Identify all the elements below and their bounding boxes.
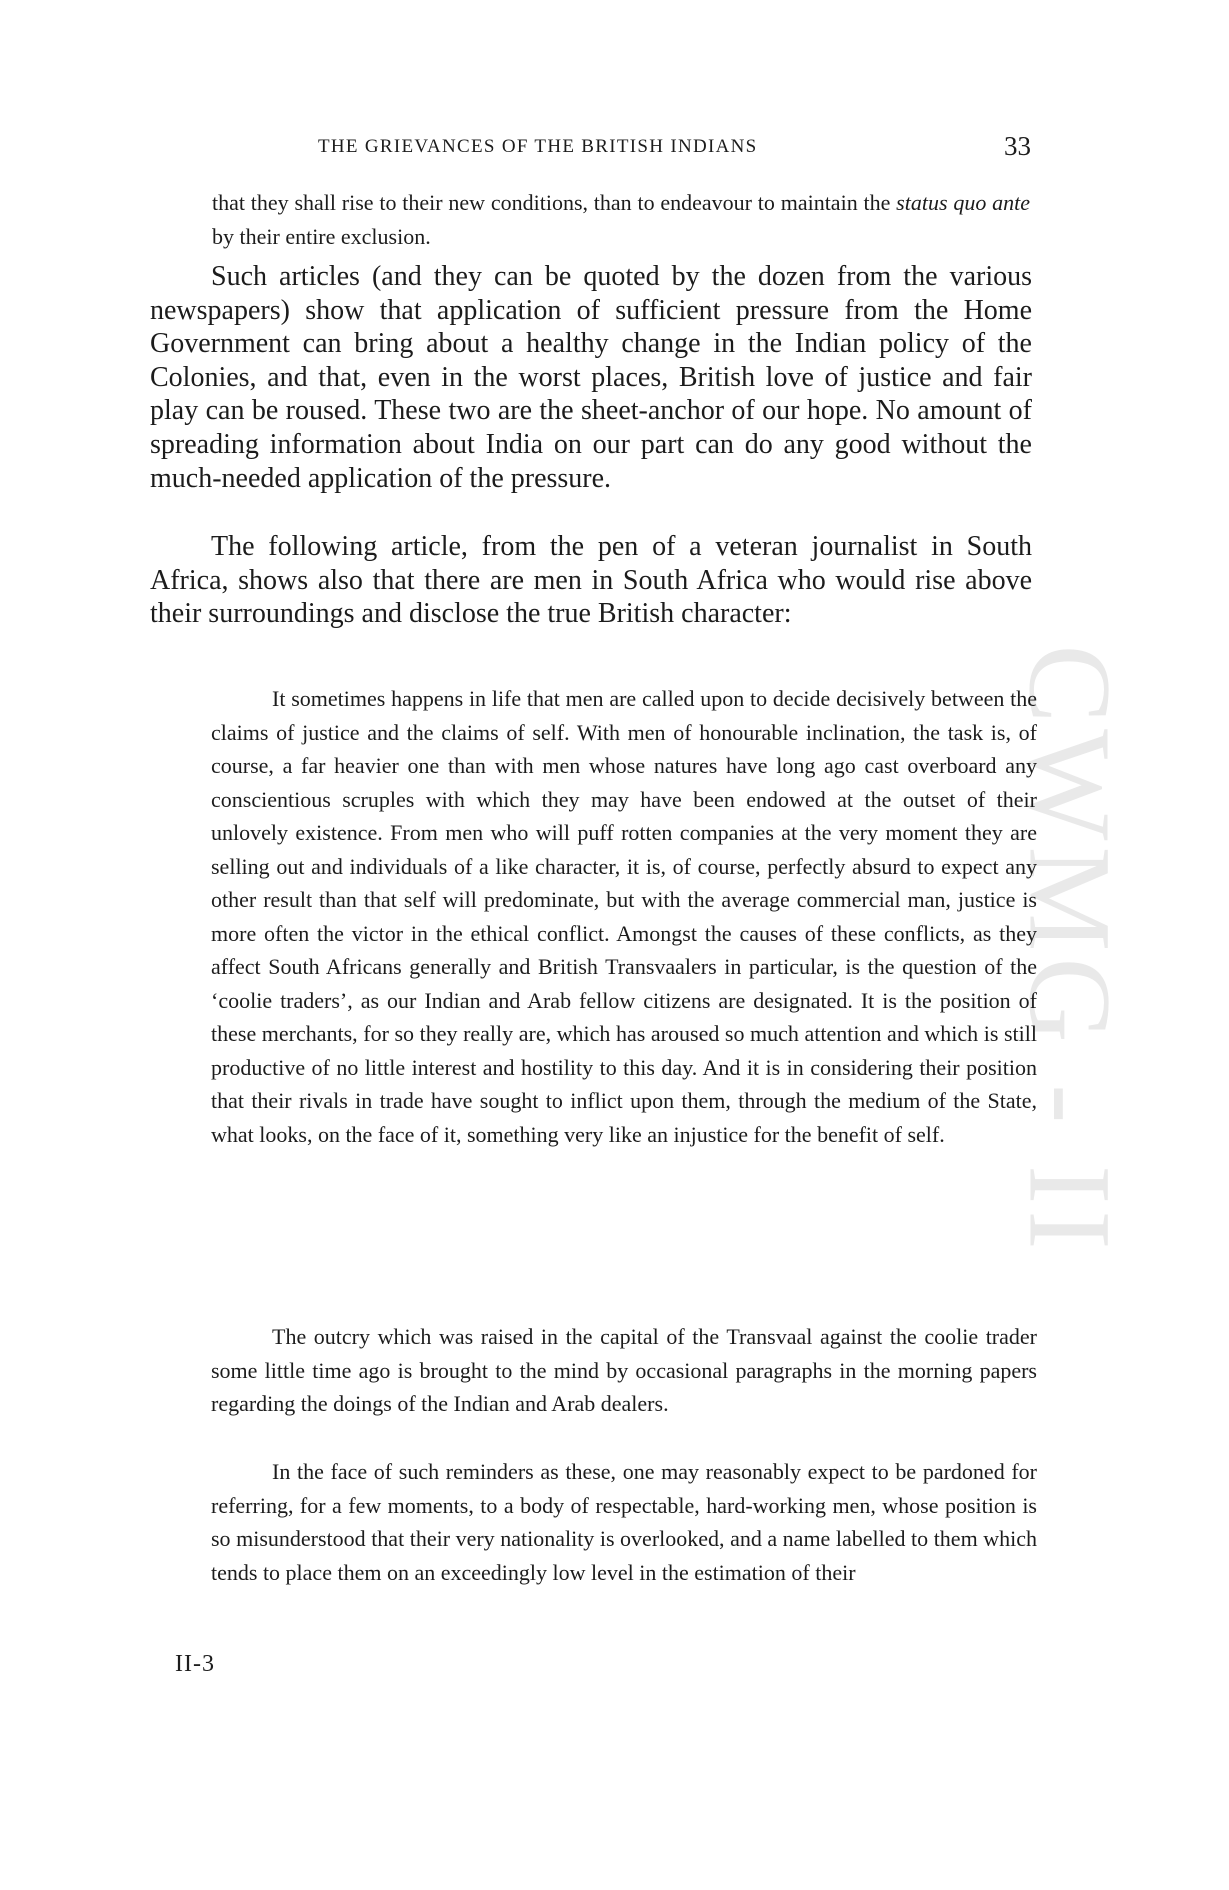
body-paragraph-1: Such articles (and they can be quoted by the dozen from the various newspapers) show that application of sufficient pressure from the Home Government can bring about a healthy change in the Indian policy of the Colonies, and that, even in the worst places, British love of justice and fair play can be roused. These two are the sheet-anchor of our hope. No amount of spreading information about India on our part can do any good without the much-needed application of the pressure. bbox=[150, 261, 1032, 494]
continued-quote bbox=[212, 186, 1030, 253]
signature-mark: II-3 bbox=[175, 1651, 215, 1677]
watermark-text: CWMG - II bbox=[1005, 644, 1137, 1256]
running-head: THE GRIEVANCES OF THE BRITISH INDIANS bbox=[318, 136, 758, 157]
page-number: 33 bbox=[1004, 131, 1031, 161]
continued-quote-start: that they shall rise to their new conditions, than to endeavour to maintain the bbox=[212, 190, 897, 215]
continued-quote-italic: status quo ante bbox=[896, 190, 1030, 215]
body-paragraph-2: The following article, from the pen of a veteran journalist in South Africa, shows also that there are men in South Africa who would rise above their surroundings and disclose the true British character: bbox=[150, 531, 1032, 630]
quoted-paragraph-1: It sometimes happens in life that men are called upon to decide decisively between the claims of justice and the claims of self. With men of honourable inclination, the task is, of course, a far heavier one than with men whose natures have long ago cast overboard any conscientious scruples with which they may have been endowed at the outset of their unlovely existence. From men who will puff rotten companies at the very moment they are selling out and individuals of a like character, it is, of course, perfectly absurd to expect any other result than that self will predominate, but with the average commercial man, justice is more often the victor in the ethical conflict. Amongst the causes of these conflicts, as they affect South Africans generally and British Transvaalers in particular, is the question of the ‘coolie traders’, as our Indian and Arab fellow citizens are designated. It is the position of these merchants, for so they really are, which has aroused so much attention and which is still productive of no little interest and hostility to this day. And it is in considering their position that their rivals in trade have sought to inflict upon them, through the medium of the State, what looks, on the face of it, something very like an injustice for the benefit of self. bbox=[211, 686, 1037, 1147]
quoted-paragraph-3: In the face of such reminders as these, one may reasonably expect to be pardoned for referring, for a few moments, to a body of respectable, hard-working men, whose position is so misunderstood that their very nationality is overlooked, and a name labelled to them which tends to place them on an exceedingly low level in the estimation of their bbox=[211, 1459, 1037, 1585]
quoted-paragraph-2: The outcry which was raised in the capital of the Transvaal against the coolie trader some little time ago is brought to the mind by occasional paragraphs in the morning papers regarding the doings of the Indian and Arab dealers. bbox=[211, 1324, 1037, 1416]
continued-quote-end: by their entire exclusion. bbox=[212, 223, 431, 249]
